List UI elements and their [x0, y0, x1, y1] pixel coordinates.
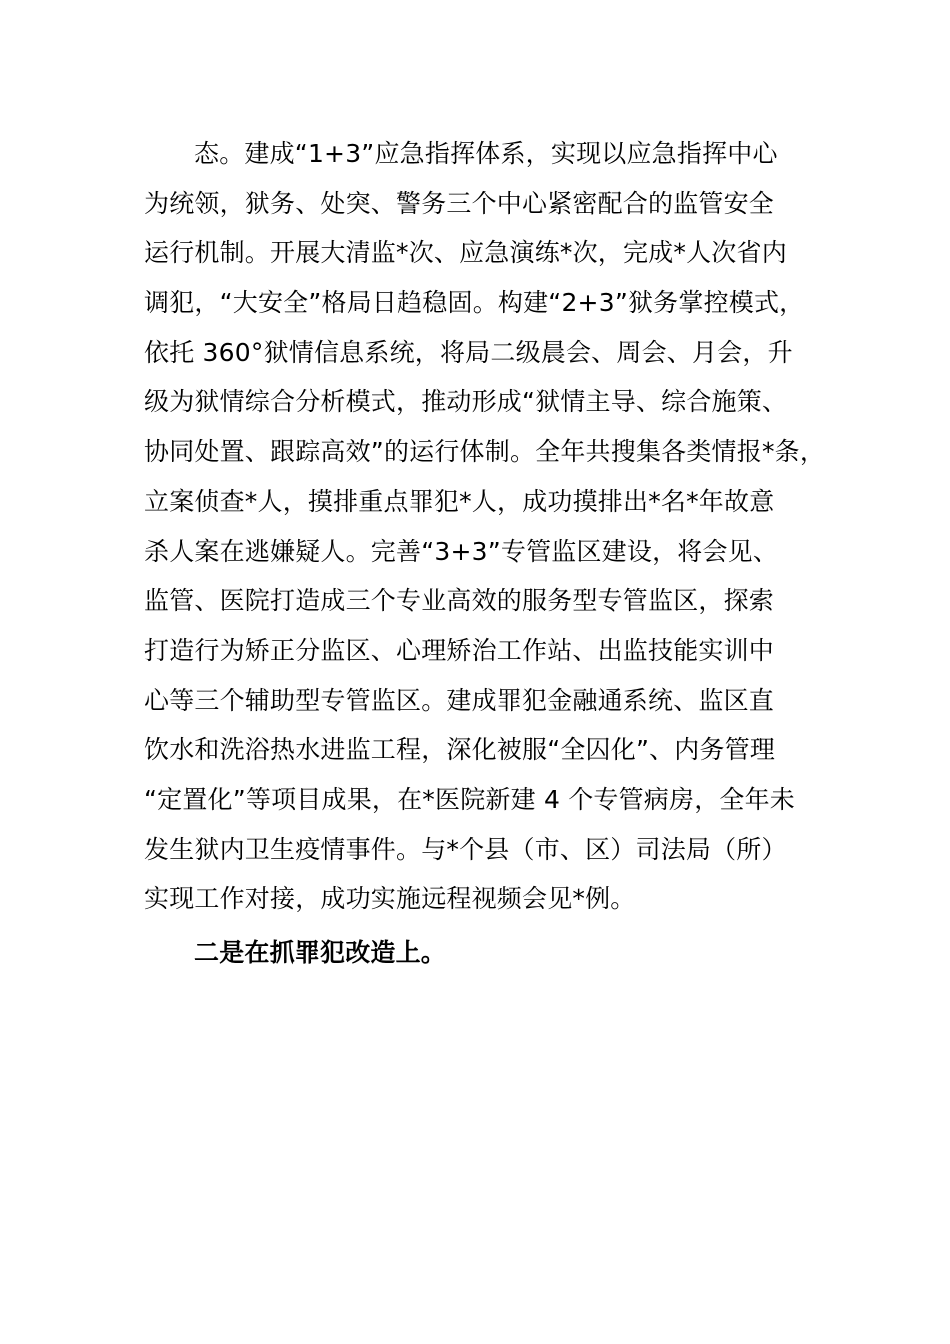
- paragraph-line: 发生狱内卫生疫情事件。与*个县（市、区）司法局（所）: [144, 834, 787, 864]
- paragraph-line: 心等三个辅助型专管监区。建成罪犯金融通系统、监区直: [144, 685, 775, 715]
- paragraph-line: 杀人案在逃嫌疑人。完善“3+3”专管监区建设，将会见、: [144, 536, 779, 566]
- paragraph-line: 实现工作对接，成功实施远程视频会见*例。: [144, 884, 636, 914]
- paragraph-line: 为统领，狱务、处突、警务三个中心紧密配合的监管安全: [144, 188, 775, 218]
- paragraph-line: 饮水和洗浴热水进监工程，深化被服“全囚化”、内务管理: [144, 735, 776, 765]
- paragraph-line: 打造行为矫正分监区、心理矫治工作站、出监技能实训中: [144, 635, 775, 665]
- paragraph-line: 运行机制。开展大清监*次、应急演练*次，完成*人次省内: [144, 238, 787, 268]
- paragraph-line: “定置化”等项目成果，在*医院新建 4 个专管病房，全年未: [144, 784, 796, 814]
- paragraph-line: 级为狱情综合分析模式，推动形成“狱情主导、综合施策、: [144, 387, 788, 417]
- paragraph-line: 监管、医院打造成三个专业高效的服务型专管监区，探索: [144, 586, 775, 616]
- paragraph-line: 调犯，“大安全”格局日趋稳固。构建“2+3”狱务掌控模式，: [144, 288, 805, 318]
- paragraph-line: 立案侦查*人，摸排重点罪犯*人，成功摸排出*名*年故意: [144, 486, 775, 516]
- paragraph-line: 态。建成“1+3”应急指挥体系，实现以应急指挥中心: [194, 139, 778, 168]
- document-body: [144, 129, 834, 978]
- paragraph-line: 依托 360°狱情信息系统，将局二级晨会、周会、月会，升: [144, 337, 793, 367]
- section-heading: 二是在抓罪犯改造上。: [194, 938, 447, 967]
- paragraph-line: 协同处置、跟踪高效”的运行体制。全年共搜集各类情报*条，: [144, 437, 826, 467]
